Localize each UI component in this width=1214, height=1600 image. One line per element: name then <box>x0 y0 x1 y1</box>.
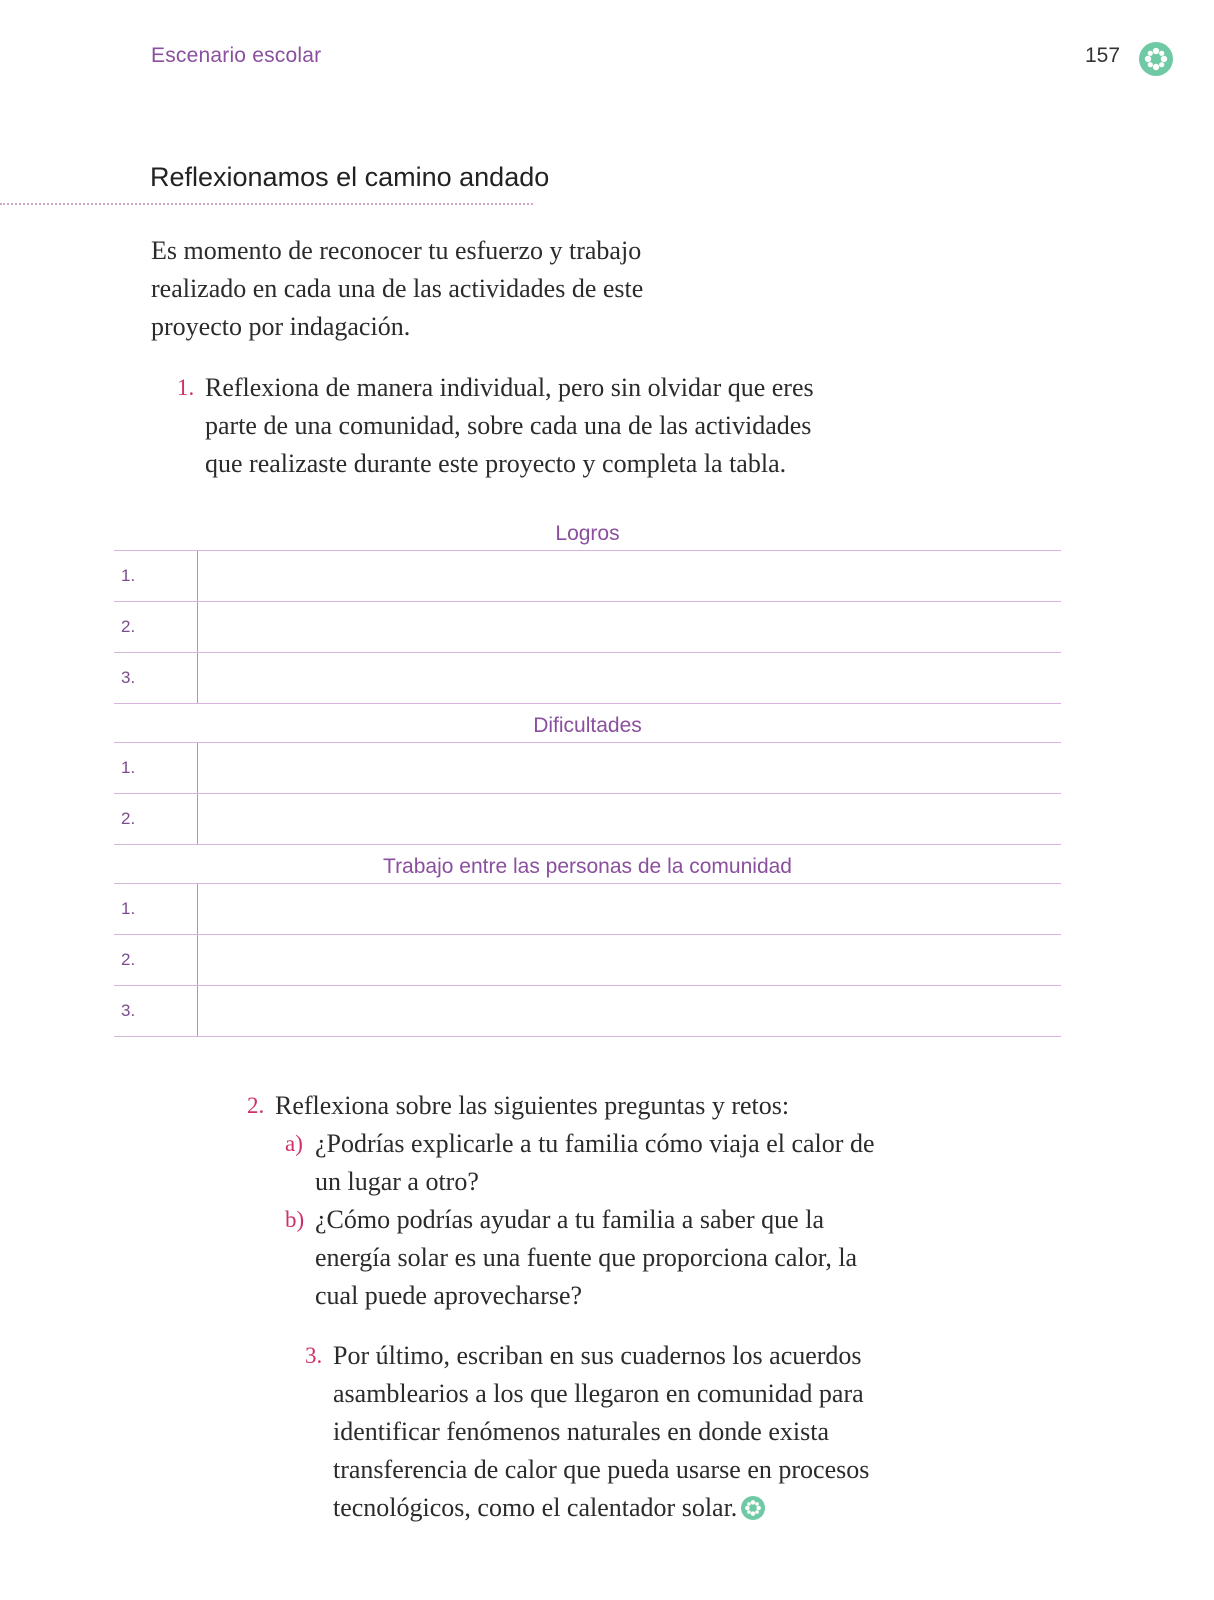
row-number: 2. <box>114 602 198 652</box>
table-row <box>114 794 1061 845</box>
instruction-1 <box>177 369 855 483</box>
answer-cell[interactable] <box>198 653 1061 703</box>
table-row <box>114 935 1061 986</box>
table-row <box>114 602 1061 653</box>
answer-cell[interactable] <box>198 602 1061 652</box>
answer-cell[interactable] <box>198 794 1061 844</box>
table-section-title-logros: Logros <box>114 512 1061 551</box>
instruction-1-text: Reflexiona de manera individual, pero sin olvidar que eres parte de una comunidad, sobre cada una de las actividades que realizaste durante este proyecto y completa la tabla. <box>205 373 814 478</box>
table-row <box>114 986 1061 1037</box>
title-underline <box>0 203 533 205</box>
question-b <box>285 1201 875 1315</box>
table-row <box>114 743 1061 794</box>
instruction-3-number: 3. <box>305 1343 323 1368</box>
row-number: 1. <box>114 743 198 793</box>
table-section-title-dificultades: Dificultades <box>114 704 1061 743</box>
instruction-1-number: 1. <box>177 375 195 400</box>
table-row <box>114 551 1061 602</box>
question-b-letter: b) <box>285 1207 305 1232</box>
instruction-2-text: Reflexiona sobre las siguientes preguntas y retos: <box>275 1091 790 1120</box>
row-number: 2. <box>114 794 198 844</box>
header-section-label: Escenario escolar <box>151 44 322 67</box>
answer-cell[interactable] <box>198 743 1061 793</box>
table-row <box>114 653 1061 704</box>
instruction-3-text: Por último, escriban en sus cuadernos los acuerdos asamblearios a los que llegaron en comunidad para identificar fenómenos naturales en donde exista transferencia de calor que pueda usarse en procesos tecnológicos, como el calentador solar. <box>333 1341 870 1522</box>
intro-paragraph: Es momento de reconocer tu esfuerzo y trabajo realizado en cada una de las actividades de este proyecto por indagación. <box>151 236 644 341</box>
row-number: 1. <box>114 884 198 934</box>
instruction-3 <box>305 1337 933 1527</box>
flower-icon <box>1139 42 1173 76</box>
question-a-letter: a) <box>285 1131 303 1156</box>
table-row <box>114 884 1061 935</box>
instruction-2 <box>247 1087 895 1125</box>
flower-icon <box>741 1496 765 1520</box>
instruction-2-number: 2. <box>247 1093 265 1118</box>
question-b-text: ¿Cómo podrías ayudar a tu familia a saber que la energía solar es una fuente que proporciona calor, la cual puede aprovecharse? <box>315 1205 858 1310</box>
answer-cell[interactable] <box>198 986 1061 1036</box>
reflection-table <box>114 512 1061 1037</box>
section-title: Reflexionamos el camino andado <box>150 162 550 192</box>
page-number: 157 <box>1085 44 1121 67</box>
row-number: 3. <box>114 653 198 703</box>
table-section-title-trabajo: Trabajo entre las personas de la comunidad <box>114 845 1061 884</box>
row-number: 2. <box>114 935 198 985</box>
row-number: 1. <box>114 551 198 601</box>
question-a-text: ¿Podrías explicarle a tu familia cómo viaja el calor de un lugar a otro? <box>315 1129 875 1196</box>
answer-cell[interactable] <box>198 935 1061 985</box>
answer-cell[interactable] <box>198 551 1061 601</box>
question-a <box>285 1125 875 1201</box>
answer-cell[interactable] <box>198 884 1061 934</box>
row-number: 3. <box>114 986 198 1036</box>
